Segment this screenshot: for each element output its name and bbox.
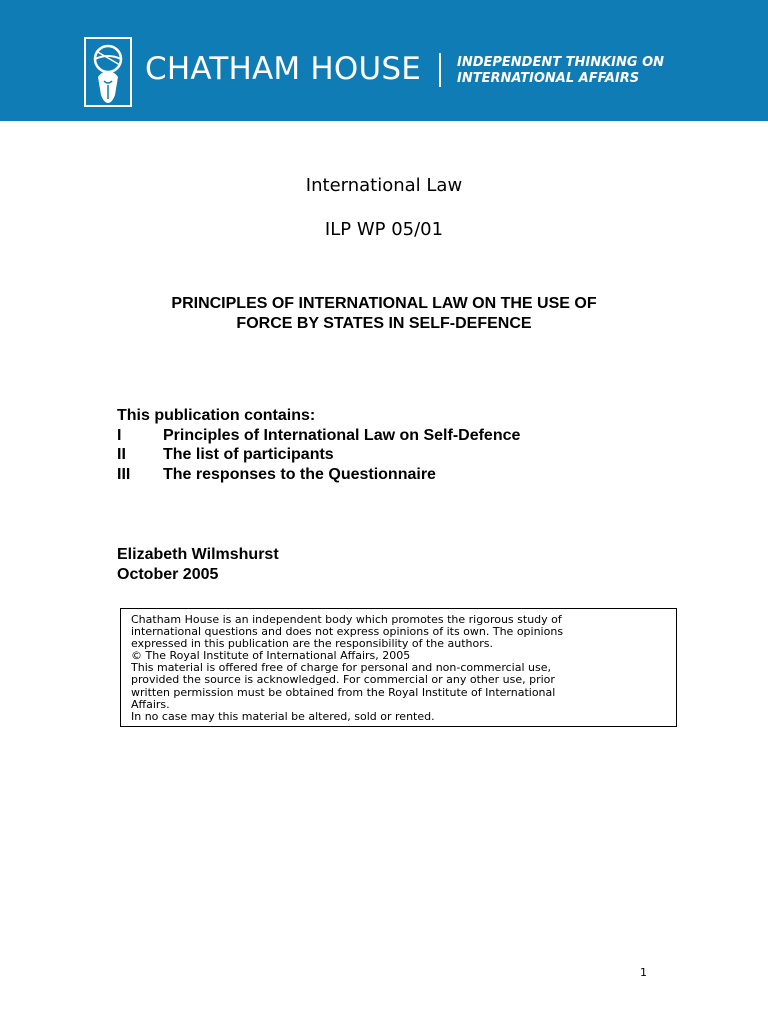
contents-item: [117, 426, 521, 446]
contents-item-text: Principles of International Law on Self-Defence: [163, 426, 521, 444]
contents-heading: This publication contains:: [117, 407, 316, 424]
contents-list: [117, 406, 521, 484]
series-title: International Law: [305, 175, 463, 196]
page-number: 1: [640, 966, 647, 979]
org-name: CHATHAM HOUSE: [145, 51, 422, 87]
notice-line: written permission must be obtained from the Royal Institute of International: [131, 685, 556, 699]
notice-line: provided the source is acknowledged. For commercial or any other use, prior: [131, 673, 555, 687]
document-title: [120, 294, 648, 334]
author-name: Elizabeth Wilmshurst: [117, 546, 279, 563]
contents-item-text: The list of participants: [163, 446, 334, 463]
notice-line: © The Royal Institute of International Affairs, 2005: [131, 649, 411, 663]
atlas-globe-icon: [84, 37, 132, 107]
publication-date: October 2005: [117, 565, 219, 583]
copyright-notice-text: [131, 614, 666, 726]
contents-item-number: II: [117, 446, 126, 463]
document-title-line-2: FORCE BY STATES IN SELF-DEFENCE: [236, 315, 532, 332]
copyright-notice-box: [120, 608, 677, 727]
contents-item-text: The responses to the Questionnaire: [163, 465, 436, 483]
notice-line: Affairs.: [131, 697, 170, 711]
contents-item: [117, 465, 436, 485]
notice-line: This material is offered free of charge for personal and non-commercial use,: [131, 661, 551, 675]
header-divider: [439, 53, 441, 87]
notice-line: In no case may this material be altered, sold or rented.: [131, 709, 435, 723]
paper-id: ILP WP 05/01: [324, 219, 444, 240]
author-block: [117, 545, 279, 584]
tagline-line-2: INTERNATIONAL AFFAIRS: [457, 71, 640, 86]
tagline-line-1: INDEPENDENT THINKING ON: [457, 55, 665, 70]
document-title-line-1: PRINCIPLES OF INTERNATIONAL LAW ON THE USE OF: [171, 295, 597, 312]
header-banner: [0, 0, 768, 121]
contents-item-number: I: [117, 426, 122, 444]
notice-line: expressed in this publication are the responsibility of the authors.: [131, 637, 494, 651]
notice-line: international questions and does not express opinions of its own. The opinions: [131, 625, 564, 639]
tagline: [457, 55, 664, 87]
notice-line: Chatham House is an independent body which promotes the rigorous study of: [131, 614, 562, 626]
contents-item-number: III: [117, 465, 131, 483]
contents-item: [117, 445, 334, 465]
